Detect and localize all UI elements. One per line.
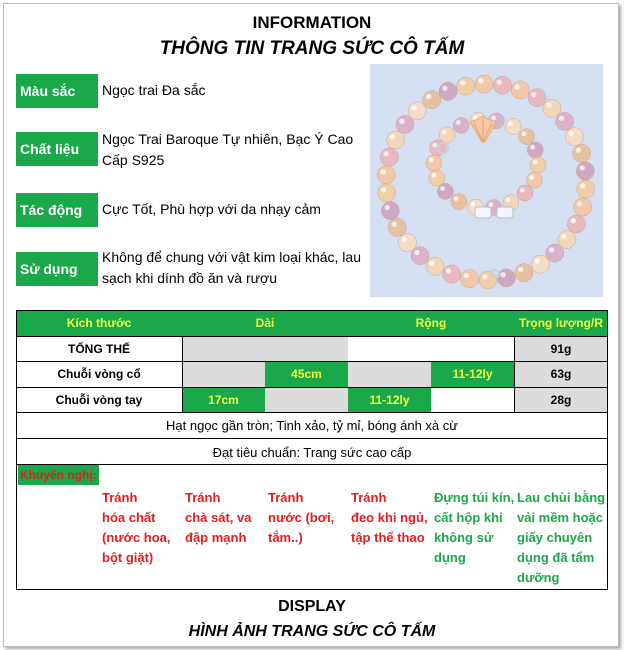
pearl <box>574 198 592 216</box>
recommendation-avoid-sleep: Tránh đeo khi ngủ, tập thể thao <box>351 490 428 545</box>
pearl <box>475 75 493 93</box>
pearl <box>517 185 533 201</box>
table-note-quality: Hạt ngọc gần tròn; Tinh xảo, tỷ mỉ, bóng ánh xà cừ <box>166 418 458 433</box>
pearl-highlight <box>529 175 534 180</box>
pearl-highlight <box>549 247 554 252</box>
pearl <box>426 155 442 171</box>
pearl-highlight <box>426 94 431 99</box>
table-border <box>16 310 17 590</box>
pearl-highlight <box>546 102 551 107</box>
recommendation-avoid-water: Tránh nước (bơi, tắm..) <box>268 490 335 545</box>
pearl <box>573 144 591 162</box>
pearl <box>457 77 475 95</box>
pearl-highlight <box>411 105 416 110</box>
clasp-icon <box>438 143 513 278</box>
table-cell-empty <box>182 361 265 387</box>
table-cell-empty <box>265 387 348 412</box>
pearl-highlight <box>482 274 487 279</box>
pearl <box>411 247 429 265</box>
pearl <box>437 183 453 199</box>
pearl-highlight <box>470 202 475 207</box>
pearl-highlight <box>385 205 390 210</box>
pearl-highlight <box>520 188 525 193</box>
pearl-necklace-illustration <box>370 64 603 297</box>
recommendation-cleaning: Lau chùi bằng vải mềm hoặc giấy chuyên dụng đã tẩm dưỡng <box>517 490 606 585</box>
pearl-highlight <box>402 237 407 242</box>
pearl <box>531 255 549 273</box>
pearl-highlight <box>456 120 461 125</box>
table-header-weight: Trọng lượng/R <box>514 310 608 336</box>
table-row-bracelet-name: Chuỗi vòng tay <box>55 392 143 407</box>
pearl-highlight <box>571 218 576 223</box>
pearl <box>493 76 511 94</box>
pearl <box>387 131 405 149</box>
pearl-highlight <box>414 250 419 255</box>
spec-label-effect: Tác động <box>16 193 98 227</box>
pearl-highlight <box>392 222 397 227</box>
table-border <box>607 310 608 590</box>
table-border <box>182 336 183 412</box>
pearl-highlight <box>569 131 574 136</box>
spec-label-material: Chất liệu <box>16 132 98 166</box>
pearl-highlight <box>460 80 465 85</box>
pearl-highlight <box>534 258 539 263</box>
display-subtitle: HÌNH ẢNH TRANG SỨC CÔ TẤM <box>188 623 436 640</box>
recommendation-avoid-friction: Tránh chà sát, va đập mạnh <box>185 490 252 545</box>
pearl-highlight <box>559 116 564 121</box>
pearl-highlight <box>521 131 526 136</box>
pearl <box>461 270 479 288</box>
table-border <box>16 412 608 413</box>
pearl-highlight <box>431 173 436 178</box>
pearl-highlight <box>533 160 538 165</box>
table-border <box>16 310 608 311</box>
pearl <box>543 99 561 117</box>
pearl-highlight <box>440 186 445 191</box>
pearl-highlight <box>381 187 386 192</box>
table-border <box>16 361 608 362</box>
pearl-highlight <box>580 183 585 188</box>
pearl <box>453 117 469 133</box>
pearl <box>479 271 497 289</box>
pearl-highlight <box>454 196 459 201</box>
spec-value-material: Ngọc Trai Baroque Tự nhiên, Bạc Ý Cao Cấp S925 <box>102 131 354 168</box>
table-row-necklace-length: 45cm <box>265 361 348 387</box>
pearl-highlight <box>491 116 496 121</box>
display-title: DISPLAY <box>278 598 346 615</box>
pearl <box>381 202 399 220</box>
pearl-highlight <box>442 85 447 90</box>
pearl <box>576 162 594 180</box>
table-border <box>16 589 608 590</box>
pearl-highlight <box>399 119 404 124</box>
pearl-highlight <box>390 134 395 139</box>
pearl <box>558 231 576 249</box>
table-border <box>16 336 608 337</box>
pearl <box>439 82 457 100</box>
pearl-highlight <box>478 78 483 83</box>
page-subtitle: THÔNG TIN TRANG SỨC CÔ TẤM <box>159 38 465 59</box>
table-row-total-name: TỔNG THỂ <box>68 341 130 356</box>
table-border <box>16 464 608 465</box>
pearl <box>577 180 595 198</box>
pearl <box>505 118 521 134</box>
pearl <box>377 166 395 184</box>
table-header-size: Kích thước <box>16 310 182 336</box>
pearl <box>423 91 441 109</box>
pearl <box>439 127 455 143</box>
pearl-highlight <box>442 130 447 135</box>
pearl <box>519 129 535 145</box>
table-row-necklace-width: 11-12ly <box>431 361 514 387</box>
table-row-necklace-weight: 63g <box>514 361 608 387</box>
table-cell-empty <box>348 361 431 387</box>
pearl-highlight <box>576 147 581 152</box>
pearl-highlight <box>514 84 519 89</box>
pearl <box>426 257 444 275</box>
table-border <box>16 438 608 439</box>
table-border <box>16 387 608 388</box>
pearl <box>528 89 546 107</box>
recommendation-avoid-chemicals: Tránh hóa chất (nước hoa, bột giặt) <box>102 490 171 565</box>
pearl <box>566 128 584 146</box>
pearl <box>556 112 574 130</box>
pearl-highlight <box>380 169 385 174</box>
spec-value-usage: Không để chung với vật kim loại khác, lau sạch khi dính đồ ăn và rượu <box>102 249 361 286</box>
spec-label-color: Màu sắc <box>16 74 98 108</box>
recommendation-storage: Đựng túi kín, cất hộp khi không sử dụng <box>434 490 515 565</box>
pearl <box>451 194 467 210</box>
pearl-highlight <box>577 201 582 206</box>
pearl <box>388 218 406 236</box>
pearl-highlight <box>429 158 434 163</box>
pearl-highlight <box>580 165 585 170</box>
pearl-highlight <box>506 197 511 202</box>
table-row-bracelet-width: 11-12ly <box>348 387 431 412</box>
pearl-highlight <box>383 151 388 156</box>
pearl <box>530 157 546 173</box>
pearl-highlight <box>464 273 469 278</box>
pearl <box>515 264 533 282</box>
pearl-highlight <box>446 268 451 273</box>
recommendation-label: Khuyến nghị: <box>18 465 99 485</box>
pearl <box>511 81 529 99</box>
pearl <box>443 265 461 283</box>
table-row-total-weight: 91g <box>514 336 608 361</box>
pearl-highlight <box>518 267 523 272</box>
pearl-highlight <box>530 145 535 150</box>
table-cell-empty <box>182 336 348 361</box>
pearl-highlight <box>432 143 437 148</box>
spec-value-color: Ngọc trai Đa sắc <box>102 82 206 98</box>
pearl-highlight <box>497 79 502 84</box>
table-note-standard: Đạt tiêu chuẩn: Trang sức cao cấp <box>212 445 412 460</box>
pearl <box>396 115 414 133</box>
pearl <box>408 102 426 120</box>
table-header-length: Dài <box>182 310 348 336</box>
pearl <box>378 184 396 202</box>
pearl-highlight <box>500 272 505 277</box>
spec-value-effect: Cực Tốt, Phù hợp với da nhạy cảm <box>102 201 321 217</box>
pearl-highlight <box>489 202 494 207</box>
pearl <box>526 172 542 188</box>
table-row-bracelet-length: 17cm <box>182 387 265 412</box>
pearl <box>527 142 543 158</box>
table-row-necklace-name: Chuỗi vòng cổ <box>57 367 141 381</box>
table-header-width: Rộng <box>348 310 514 336</box>
pearl <box>380 148 398 166</box>
table-border <box>514 336 515 412</box>
product-photo <box>370 64 603 297</box>
table-row-bracelet-weight: 28g <box>514 387 608 412</box>
pearl <box>398 234 416 252</box>
pearl-highlight <box>508 121 513 126</box>
spec-label-usage: Sử dụng <box>16 252 98 286</box>
pearl <box>567 215 585 233</box>
pearl-highlight <box>561 234 566 239</box>
pearl <box>546 244 564 262</box>
page-title: INFORMATION <box>252 13 372 32</box>
pearl-highlight <box>531 92 536 97</box>
pearl-highlight <box>429 260 434 265</box>
pearl <box>429 170 445 186</box>
pearl <box>497 269 515 287</box>
